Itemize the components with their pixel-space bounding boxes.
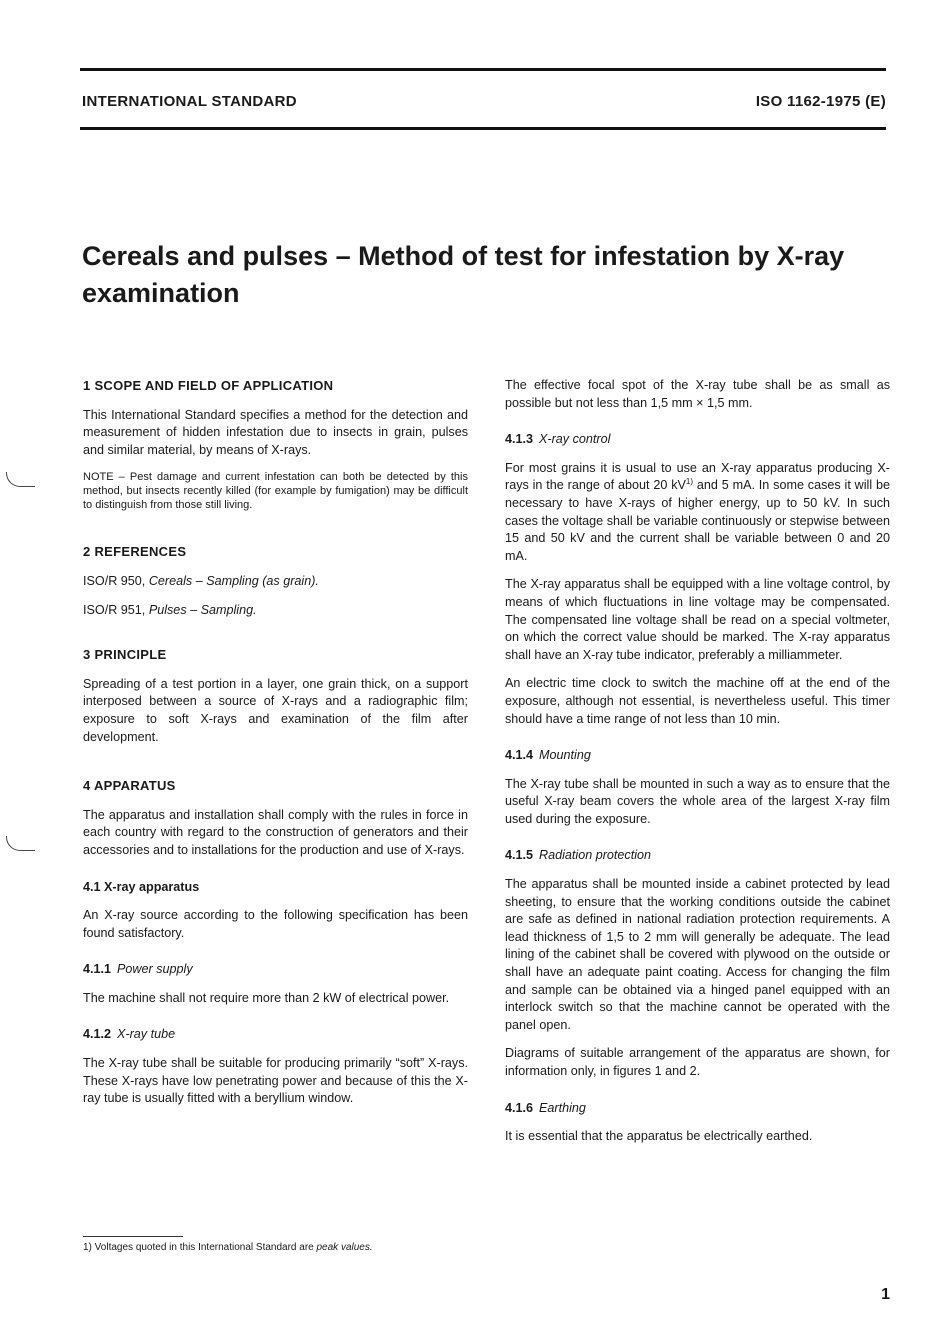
text-run: and 5 mA. In some cases it will be necessary to have X-rays of higher energy, up to 50 kV. In such cases the voltage shall be variable continuously or stepwise between 15 and 50 kV and the current shall be variable between 0 and 20 mA.: [505, 478, 891, 563]
header-top-rule: [80, 68, 886, 71]
clause-title: Earthing: [539, 1100, 586, 1115]
clause-number: 4.1.4: [505, 748, 534, 763]
reference-title: Pulses – Sampling.: [148, 602, 257, 617]
reference-code: ISO/R 951,: [83, 602, 146, 617]
note: NOTE – Pest damage and current infestation can both be detected by this method, but insects recently killed (for example by fumigation) may be difficult to distinguish from those still living.: [83, 471, 468, 512]
reference-item: [83, 573, 468, 591]
right-column: [505, 377, 890, 1157]
paragraph: [505, 460, 890, 566]
clause-title: Mounting: [539, 748, 591, 763]
subsubsection-heading: [505, 431, 890, 449]
footnote-ref: 1): [685, 477, 694, 487]
page-number: 1: [881, 1286, 890, 1303]
section-heading: 4 APPARATUS: [83, 778, 176, 794]
subsubsection-heading: [505, 747, 890, 765]
section-heading: 2 REFERENCES: [83, 544, 187, 560]
paragraph: The X-ray apparatus shall be equipped with a line voltage control, by means of which fluctuations in line voltage may be compensated. The compensated line voltage shall be read on a special voltmeter, on which the correct value should be marked. The X-ray apparatus shall have an X-ray tube indicator, preferably a milliammeter.: [505, 577, 890, 662]
document-title: Cereals and pulses – Method of test for infestation by X-ray examination: [82, 241, 845, 308]
footnote: [83, 1242, 373, 1253]
clause-number: 4.1.5: [505, 848, 534, 863]
standard-number: ISO 1162-1975 (E): [755, 93, 886, 110]
paragraph: The machine shall not require more than 2 kW of electrical power.: [83, 990, 450, 1005]
paragraph: This International Standard specifies a method for the detection and measurement of hidden infestation due to insects in grain, pulses and similar material, by means of X-rays.: [83, 407, 468, 457]
clause-title: Power supply: [117, 962, 193, 977]
paragraph: An electric time clock to switch the machine off at the end of the exposure, although not essential, is nevertheless useful. This timer should have a time range of not less than 10 min.: [505, 676, 890, 726]
subsubsection-heading: [505, 1100, 890, 1118]
clause-title: X-ray control: [539, 432, 611, 447]
clause-number: 4.1.2: [83, 1027, 112, 1042]
paragraph: The X-ray tube shall be suitable for producing primarily “soft” X-rays. These X-rays have low penetrating power and because of this the X-ray tube is usually fitted with a beryllium window.: [83, 1056, 468, 1106]
paragraph: Spreading of a test portion in a layer, one grain thick, on a support interposed between a source of X-rays and a radiographic film; exposure to soft X-rays and examination of the film after development.: [83, 676, 468, 744]
binding-mark: [6, 472, 35, 487]
reference-item: [83, 602, 468, 620]
section-heading: 1 SCOPE AND FIELD OF APPLICATION: [83, 378, 334, 393]
footnote-separator: [83, 1236, 183, 1237]
section-heading: 3 PRINCIPLE: [83, 647, 167, 663]
text-run: For most grains it is usual to use an X-ray apparatus producing X-rays in the range of about 20 kV: [505, 460, 890, 493]
clause-number: 4.1.3: [505, 432, 534, 447]
paragraph: The apparatus shall be mounted inside a cabinet protected by lead sheeting, to ensure that the working conditions outside the cabinet are safe as defined in national radiation protection requirements. A lead thickness of 1,5 to 2 mm will generally be adequate. The lead lining of the cabinet shall be covered with plywood on the outside or shall have an adequate paint coating. Access for changing the film and sample can be obtained via a hinged panel equipped with an interlock switch so that the machine cannot be operated with the panel open.: [505, 877, 890, 1032]
paragraph: It is essential that the apparatus be electrically earthed.: [505, 1129, 813, 1144]
paragraph: An X-ray source according to the following specification has been found satisfactory.: [83, 908, 468, 940]
subsubsection-heading: [505, 847, 890, 865]
subsubsection-heading: [83, 1026, 468, 1044]
reference-title: Cereals – Sampling (as grain).: [148, 573, 319, 588]
left-column: [83, 377, 468, 1119]
footnote-text: 1) Voltages quoted in this International Standard are: [83, 1242, 317, 1253]
clause-number: 4.1.1: [83, 962, 112, 977]
paragraph: The effective focal spot of the X-ray tube shall be as small as possible but not less than 1,5 mm × 1,5 mm.: [505, 378, 890, 410]
subsection-heading: 4.1 X-ray apparatus: [83, 879, 200, 894]
paragraph: The apparatus and installation shall comply with the rules in force in each country with regard to the construction of generators and their accessories and to installations for the production and use of X-rays.: [83, 807, 468, 857]
reference-code: ISO/R 950,: [83, 573, 146, 588]
clause-title: Radiation protection: [539, 848, 652, 863]
paragraph: Diagrams of suitable arrangement of the apparatus are shown, for information only, in figures 1 and 2.: [505, 1046, 890, 1078]
document-type: INTERNATIONAL STANDARD: [82, 93, 297, 110]
footnote-emphasis: peak values.: [316, 1242, 373, 1253]
header-bottom-rule: [80, 127, 886, 130]
clause-number: 4.1.6: [505, 1100, 534, 1115]
clause-title: X-ray tube: [117, 1027, 176, 1042]
binding-mark: [6, 836, 35, 851]
subsubsection-heading: [83, 961, 468, 979]
paragraph: The X-ray tube shall be mounted in such a way as to ensure that the useful X-ray beam covers the whole area of the largest X-ray film used during the exposure.: [505, 776, 890, 826]
